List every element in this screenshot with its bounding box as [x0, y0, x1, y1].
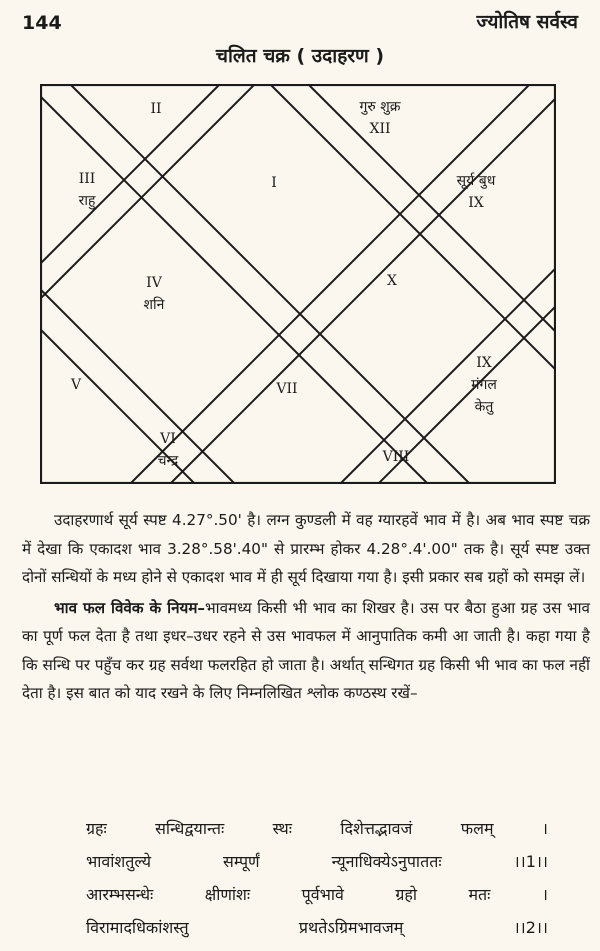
house-9-planet-1: मंगल — [471, 377, 497, 393]
shloka-verse-number: ।।1।। — [513, 852, 548, 871]
shloka-word: सम्पूर्णं — [223, 852, 260, 871]
body-text — [22, 506, 590, 708]
shloka-line-4 — [86, 911, 548, 944]
house-12-number: XII — [369, 121, 391, 137]
house-9-planet-2: केतु — [474, 399, 494, 415]
house-9-number: IX — [476, 355, 492, 371]
house-11-number: IX — [468, 195, 484, 211]
house-4-number: IV — [146, 275, 162, 291]
shloka-word: । — [541, 819, 548, 838]
shloka-word: । — [541, 885, 548, 904]
house-10-number: X — [387, 273, 397, 289]
house-2 — [111, 98, 201, 120]
rules-heading: भाव फल विवेक के नियम– — [54, 598, 205, 617]
shloka-word: फलम् — [460, 819, 494, 838]
paragraph-2-body: भावमध्य किसी भी भाव का शिखर है। उस पर बैठा हुआ ग्रह उस भाव का पूर्ण फल देता है तथा इधर–उधर रहने से उस भावफल में आनुपातिक कमी आ जाती है। कहा गया है कि सन्धि पर पहुँच कर ग्रह सर्वथा फलरहित हो जाता है। अर्थात् सन्धिगत ग्रह किसी भी भाव का फल नहीं देता है। इस बात को याद रखने के लिए निम्नलिखित श्लोक कण्ठस्थ रखें– — [22, 598, 590, 702]
shloka-word: ग्रहो — [395, 885, 418, 904]
house-4-planet: शनि — [143, 297, 165, 313]
house-4 — [109, 272, 199, 316]
house-8 — [351, 446, 441, 468]
house-6-planet: चन्द्र — [157, 453, 179, 469]
house-11 — [431, 170, 521, 214]
house-10 — [347, 270, 437, 292]
shloka-word: स्थः — [272, 819, 292, 838]
page-header — [22, 8, 578, 34]
house-12 — [335, 96, 425, 140]
house-8-number: VIII — [382, 449, 410, 465]
house-5 — [31, 374, 121, 396]
chart-title: चलित चक्र ( उदाहरण ) — [215, 45, 385, 67]
shloka-line-3 — [86, 878, 548, 911]
shloka-word: मतः — [468, 885, 491, 904]
house-11-planets: सूर्य बुध — [456, 173, 496, 189]
house-1-number: I — [271, 175, 277, 191]
shloka-word: दिशेत्तद्भावजं — [340, 819, 413, 838]
page-number: 144 — [22, 12, 62, 34]
shloka-word: आरम्भसन्धेः — [86, 885, 154, 904]
shloka-line-2 — [86, 845, 548, 878]
house-7 — [242, 378, 332, 400]
shloka-word: क्षीणांशः — [204, 885, 251, 904]
shloka-word: सन्धिद्वयान्तः — [155, 819, 225, 838]
shloka-verse-number: ।।2।। — [513, 918, 548, 937]
house-3-number: III — [78, 171, 96, 187]
shloka-block — [86, 812, 548, 944]
shloka-word: न्यूनाधिक्येऽनुपाततः — [331, 852, 442, 871]
shloka-word: प्रथतेऽग्रिमभावजम् — [298, 918, 404, 937]
shloka-word: विरामादधिकांशस्तु — [86, 918, 189, 937]
paragraph-1: उदाहरणार्थ सूर्य स्पष्ट 4.27°.50' है। लग्न कुण्डली में वह ग्यारहवें भाव में है। अब भाव स्पष्ट चक्र में देखा कि एकादश भाव 3.28°.58'.40" से प्रारम्भ होकर 4.28°.4'.00" तक है। सूर्य स्पष्ट उक्त दोनों सन्धियों के मध्य होने से एकादश भाव में ही सूर्य दिखाया गया है। इसी प्रकार सब ग्रहों को समझ लें। — [22, 511, 590, 586]
house-5-number: V — [70, 377, 82, 393]
shloka-word: भावांशतुल्ये — [86, 852, 152, 871]
paragraph-2 — [22, 594, 590, 708]
shloka-line-1 — [86, 812, 548, 845]
running-head: ज्योतिष सर्वस्व — [476, 11, 578, 33]
house-12-planets: गुरु शुक्र — [359, 99, 401, 115]
house-9 — [439, 352, 529, 418]
house-6-number: VI — [160, 431, 176, 447]
house-6 — [123, 428, 213, 472]
house-1 — [229, 172, 319, 194]
shloka-word: ग्रहः — [86, 819, 107, 838]
house-2-number: II — [150, 101, 162, 117]
house-3-planet: राहु — [78, 193, 96, 209]
house-3 — [42, 168, 132, 212]
shloka-word: पूर्वभावे — [301, 885, 344, 904]
house-7-number: VII — [276, 381, 298, 397]
